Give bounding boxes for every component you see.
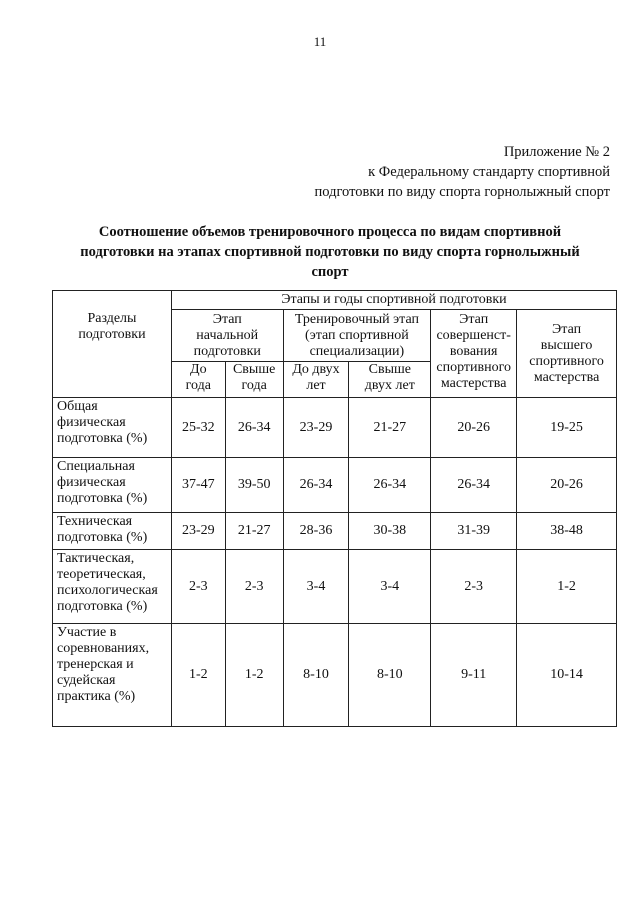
stage-improvement-header bbox=[431, 310, 517, 398]
table-row bbox=[53, 550, 617, 624]
stage-higher-line: мастерства bbox=[533, 369, 600, 385]
table-cell: 2-3 bbox=[431, 550, 517, 624]
row-label-line: Участие в bbox=[57, 625, 117, 640]
table-cell: 26-34 bbox=[225, 398, 283, 458]
table-cell: 9-11 bbox=[431, 624, 517, 727]
row-label-line: подготовка (%) bbox=[57, 491, 148, 506]
row-label bbox=[53, 458, 172, 513]
table-cell: 1-2 bbox=[517, 550, 617, 624]
sub-header-line: года bbox=[241, 378, 267, 393]
appendix-line-1: Приложение № 2 bbox=[503, 144, 610, 160]
row-label-line: физическая bbox=[57, 415, 126, 430]
row-label-line: соревнованиях, bbox=[57, 641, 150, 656]
table-cell: 3-4 bbox=[349, 550, 431, 624]
row-label-line: психологическая bbox=[57, 583, 158, 598]
sub-header-line: Свыше bbox=[368, 362, 411, 377]
table-cell: 25-32 bbox=[171, 398, 225, 458]
sub-training-up-to-two-years bbox=[283, 362, 349, 398]
table-cell: 21-27 bbox=[225, 513, 283, 550]
table-cell: 2-3 bbox=[225, 550, 283, 624]
stage-higher-line: Этап bbox=[552, 321, 582, 337]
title-line-2: подготовки на этапах спортивной подготовки по виду спорта горнолыжный bbox=[80, 244, 580, 260]
table-cell: 10-14 bbox=[517, 624, 617, 727]
stage-initial-line: начальной bbox=[196, 328, 259, 343]
table-cell: 23-29 bbox=[283, 398, 349, 458]
stage-improvement-line: вования bbox=[449, 344, 498, 359]
row-label-line: Техническая bbox=[57, 514, 133, 529]
title-line-1: Соотношение объемов тренировочного процесса по видам спортивной bbox=[98, 224, 562, 240]
table-cell: 39-50 bbox=[225, 458, 283, 513]
row-label-line: тренерская и bbox=[57, 657, 134, 672]
table-cell: 38-48 bbox=[517, 513, 617, 550]
stage-initial-header bbox=[171, 310, 283, 362]
training-ratio-table bbox=[52, 290, 617, 727]
table-cell: 30-38 bbox=[349, 513, 431, 550]
appendix-line-2: к Федеральному стандарту спортивной bbox=[368, 164, 610, 180]
table-row bbox=[53, 398, 617, 458]
row-label-line: подготовка (%) bbox=[57, 599, 148, 614]
stage-improvement-line: Этап bbox=[459, 312, 489, 327]
row-label bbox=[53, 513, 172, 550]
sub-training-over-two-years bbox=[349, 362, 431, 398]
sub-header-line: Свыше bbox=[232, 362, 276, 377]
sub-header-line: До двух bbox=[292, 362, 340, 377]
table-cell: 1-2 bbox=[171, 624, 225, 727]
table-row bbox=[53, 624, 617, 727]
table-cell: 20-26 bbox=[431, 398, 517, 458]
stage-higher-line: высшего bbox=[540, 337, 593, 353]
sub-header-line: лет bbox=[306, 378, 326, 393]
document-title bbox=[52, 222, 608, 282]
sub-header-line: двух лет bbox=[364, 378, 415, 393]
stage-higher-header bbox=[517, 310, 617, 398]
table-cell: 8-10 bbox=[283, 624, 349, 727]
sub-initial-up-to-year bbox=[171, 362, 225, 398]
sections-header-line: подготовки bbox=[78, 327, 146, 342]
table-row bbox=[53, 458, 617, 513]
table-cell: 21-27 bbox=[349, 398, 431, 458]
row-label-line: Общая bbox=[57, 399, 98, 414]
row-label-line: судейская bbox=[57, 673, 116, 688]
row-label bbox=[53, 550, 172, 624]
row-label bbox=[53, 624, 172, 727]
sub-header-line: года bbox=[185, 378, 211, 393]
table-cell: 20-26 bbox=[517, 458, 617, 513]
row-label-line: подготовка (%) bbox=[57, 431, 148, 446]
row-label bbox=[53, 398, 172, 458]
stage-improvement-line: совершенст- bbox=[436, 328, 511, 343]
stage-initial-line: подготовки bbox=[193, 344, 261, 359]
stage-training-header bbox=[283, 310, 431, 362]
row-label-line: теоретическая, bbox=[57, 567, 146, 582]
table-cell: 28-36 bbox=[283, 513, 349, 550]
table-cell: 26-34 bbox=[283, 458, 349, 513]
stages-header: Этапы и годы спортивной подготовки bbox=[171, 291, 616, 310]
row-label-line: физическая bbox=[57, 475, 126, 490]
stage-training-line: специализации) bbox=[309, 344, 405, 359]
row-label-line: Специальная bbox=[57, 459, 135, 474]
sections-header bbox=[53, 291, 172, 398]
table-cell: 23-29 bbox=[171, 513, 225, 550]
stage-training-line: Тренировочный этап bbox=[294, 312, 419, 327]
table-cell: 2-3 bbox=[171, 550, 225, 624]
table-cell: 31-39 bbox=[431, 513, 517, 550]
table-cell: 26-34 bbox=[431, 458, 517, 513]
table-cell: 37-47 bbox=[171, 458, 225, 513]
row-label-line: Тактическая, bbox=[57, 551, 135, 566]
table-row bbox=[53, 513, 617, 550]
row-label-line: подготовка (%) bbox=[57, 530, 148, 545]
stage-improvement-line: спортивного bbox=[436, 360, 511, 375]
sections-header-line: Разделы bbox=[87, 311, 137, 326]
stage-initial-line: Этап bbox=[212, 312, 242, 327]
table-cell: 1-2 bbox=[225, 624, 283, 727]
title-line-3: спорт bbox=[311, 264, 349, 280]
stage-training-line: (этап спортивной bbox=[305, 328, 409, 343]
row-label-line: практика (%) bbox=[57, 689, 136, 704]
table-cell: 8-10 bbox=[349, 624, 431, 727]
stage-improvement-line: мастерства bbox=[440, 376, 507, 391]
page-number: 11 bbox=[313, 34, 327, 49]
appendix-heading bbox=[315, 142, 611, 202]
table-cell: 19-25 bbox=[517, 398, 617, 458]
stage-higher-line: спортивного bbox=[529, 353, 604, 369]
sub-initial-over-year bbox=[225, 362, 283, 398]
table-cell: 26-34 bbox=[349, 458, 431, 513]
table-cell: 3-4 bbox=[283, 550, 349, 624]
appendix-line-3: подготовки по виду спорта горнолыжный спорт bbox=[314, 184, 610, 200]
sub-header-line: До bbox=[190, 362, 207, 377]
